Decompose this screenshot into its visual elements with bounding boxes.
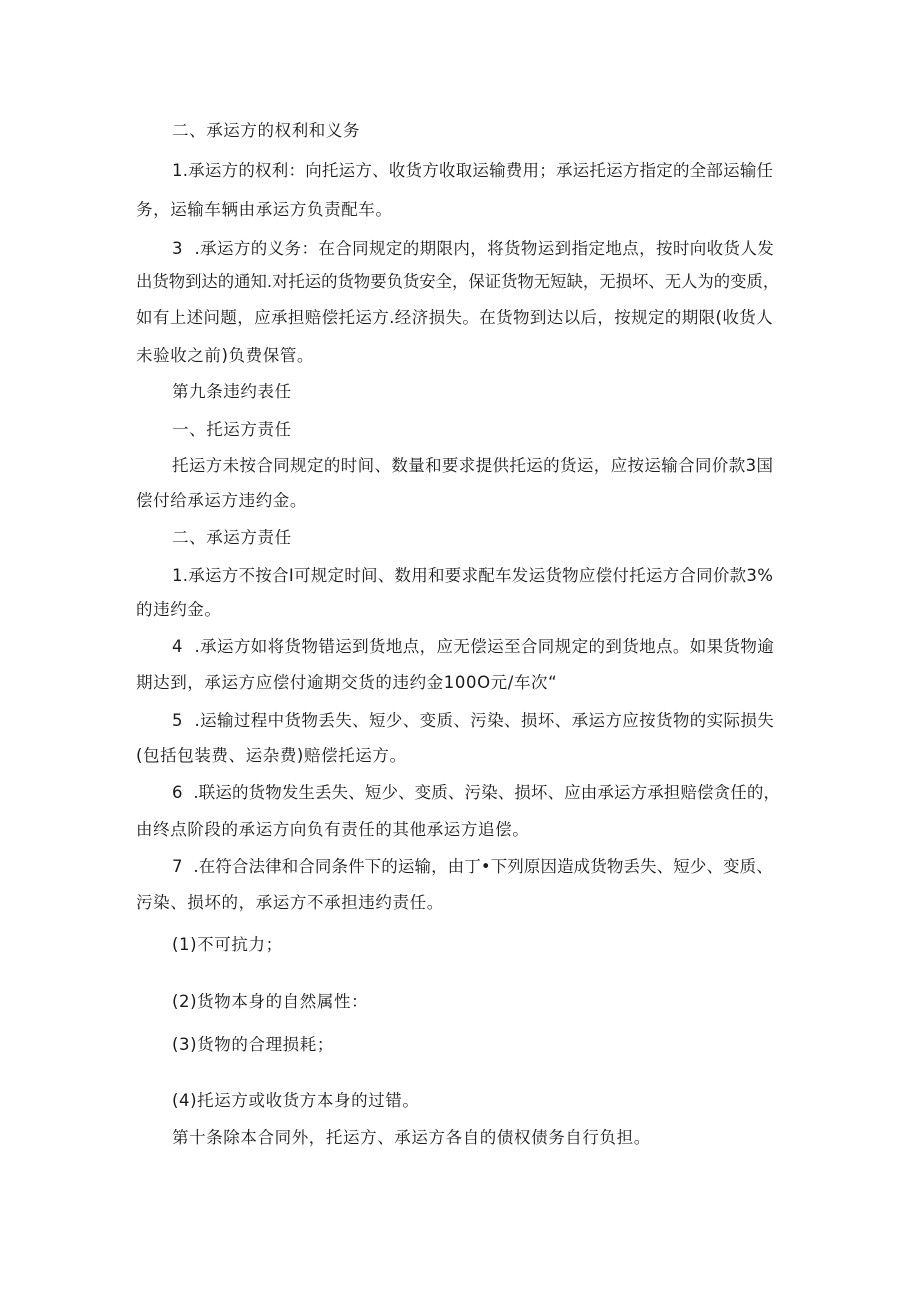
section-heading: 一、托运方责任	[172, 420, 292, 439]
list-item: (3)货物的合理损耗；	[172, 1035, 334, 1054]
paragraph-line	[172, 710, 780, 732]
paragraph-text: 1.承运方不按合I可规定时间、数用和要求配车发运货物应偿付托运方合同价款3%	[172, 566, 774, 585]
paragraph-line: 由终点阶段的承运方向负有责任的其他承运方追偿。	[136, 820, 530, 839]
paragraph-text: 6 .联运的货物发生丢失、短少、变质、污染、损坏、应由承运方承担赔偿贪任的，	[172, 783, 781, 802]
paragraph-line	[172, 565, 780, 587]
paragraph-line: 污染、损坏的，承运方不承担违约责任。	[136, 893, 444, 912]
paragraph-line	[172, 238, 780, 260]
paragraph-line: 未验收之前)负费保管。	[136, 346, 315, 365]
paragraph-text: 如有上述问题，应承担赔偿托运方.经济损失。在货物到达以后，按规定的期限(收货人	[136, 308, 773, 327]
paragraph-line: 偿付给承运方违约金。	[136, 491, 307, 510]
section-heading: 二、承运方的权利和义务	[172, 121, 361, 140]
paragraph-text: 托运方未按合同规定的时间、数量和要求提供托运的货运，应按运输合同价款3国	[172, 456, 774, 475]
list-item: (1)不可抗力；	[172, 935, 283, 954]
paragraph-text: 5 .运输过程中货物丢失、短少、变质、污染、损坏、承运方应按货物的实际损失	[172, 711, 775, 730]
paragraph-text: 4 .承运方如将货物错运到货地点，应无偿运至合同规定的到货地点。如果货物逾	[172, 637, 775, 656]
paragraph-line	[136, 307, 780, 329]
paragraph-line	[172, 782, 780, 804]
paragraph-line	[136, 271, 780, 293]
paragraph-text: 1.承运方的权利：向托运方、收货方收取运输费用；承运托运方指定的全部运输任	[172, 161, 774, 180]
paragraph-text: 7 .在符合法律和合同条件下的运输，由丁•下列原因造成货物丢失、短少、变质、	[172, 857, 773, 876]
paragraph-line: 的违约金。	[136, 600, 222, 619]
paragraph-line	[172, 856, 780, 878]
paragraph-line: 务，运输车辆由承运方负责配车。	[136, 200, 393, 219]
article-heading: 第十条除本合同外，托运方、承运方各自的债权债务自行负担。	[172, 1128, 651, 1147]
article-heading: 第九条违约表任	[172, 382, 292, 401]
paragraph-line: 期达到，承运方应偿付逾期交货的违约金100O元/车次“	[136, 673, 558, 692]
paragraph-line: (包括包装费、运杂费)赔偿托运方。	[136, 746, 407, 765]
paragraph-text: 3 .承运方的义务：在合同规定的期限内，将货物运到指定地点，按时向收货人发	[172, 239, 775, 258]
paragraph-line	[172, 160, 780, 182]
paragraph-line	[172, 636, 780, 658]
list-item: (4)托运方或收货方本身的过错。	[172, 1091, 420, 1110]
section-heading: 二、承运方责任	[172, 528, 292, 547]
paragraph-text: 出货物到达的通知.对托运的货物要负货安全，保证货物无短缺，无损坏、无人为的变质，	[136, 272, 780, 291]
list-item: (2)货物本身的自然属性：	[172, 992, 369, 1011]
paragraph-line	[172, 455, 780, 477]
